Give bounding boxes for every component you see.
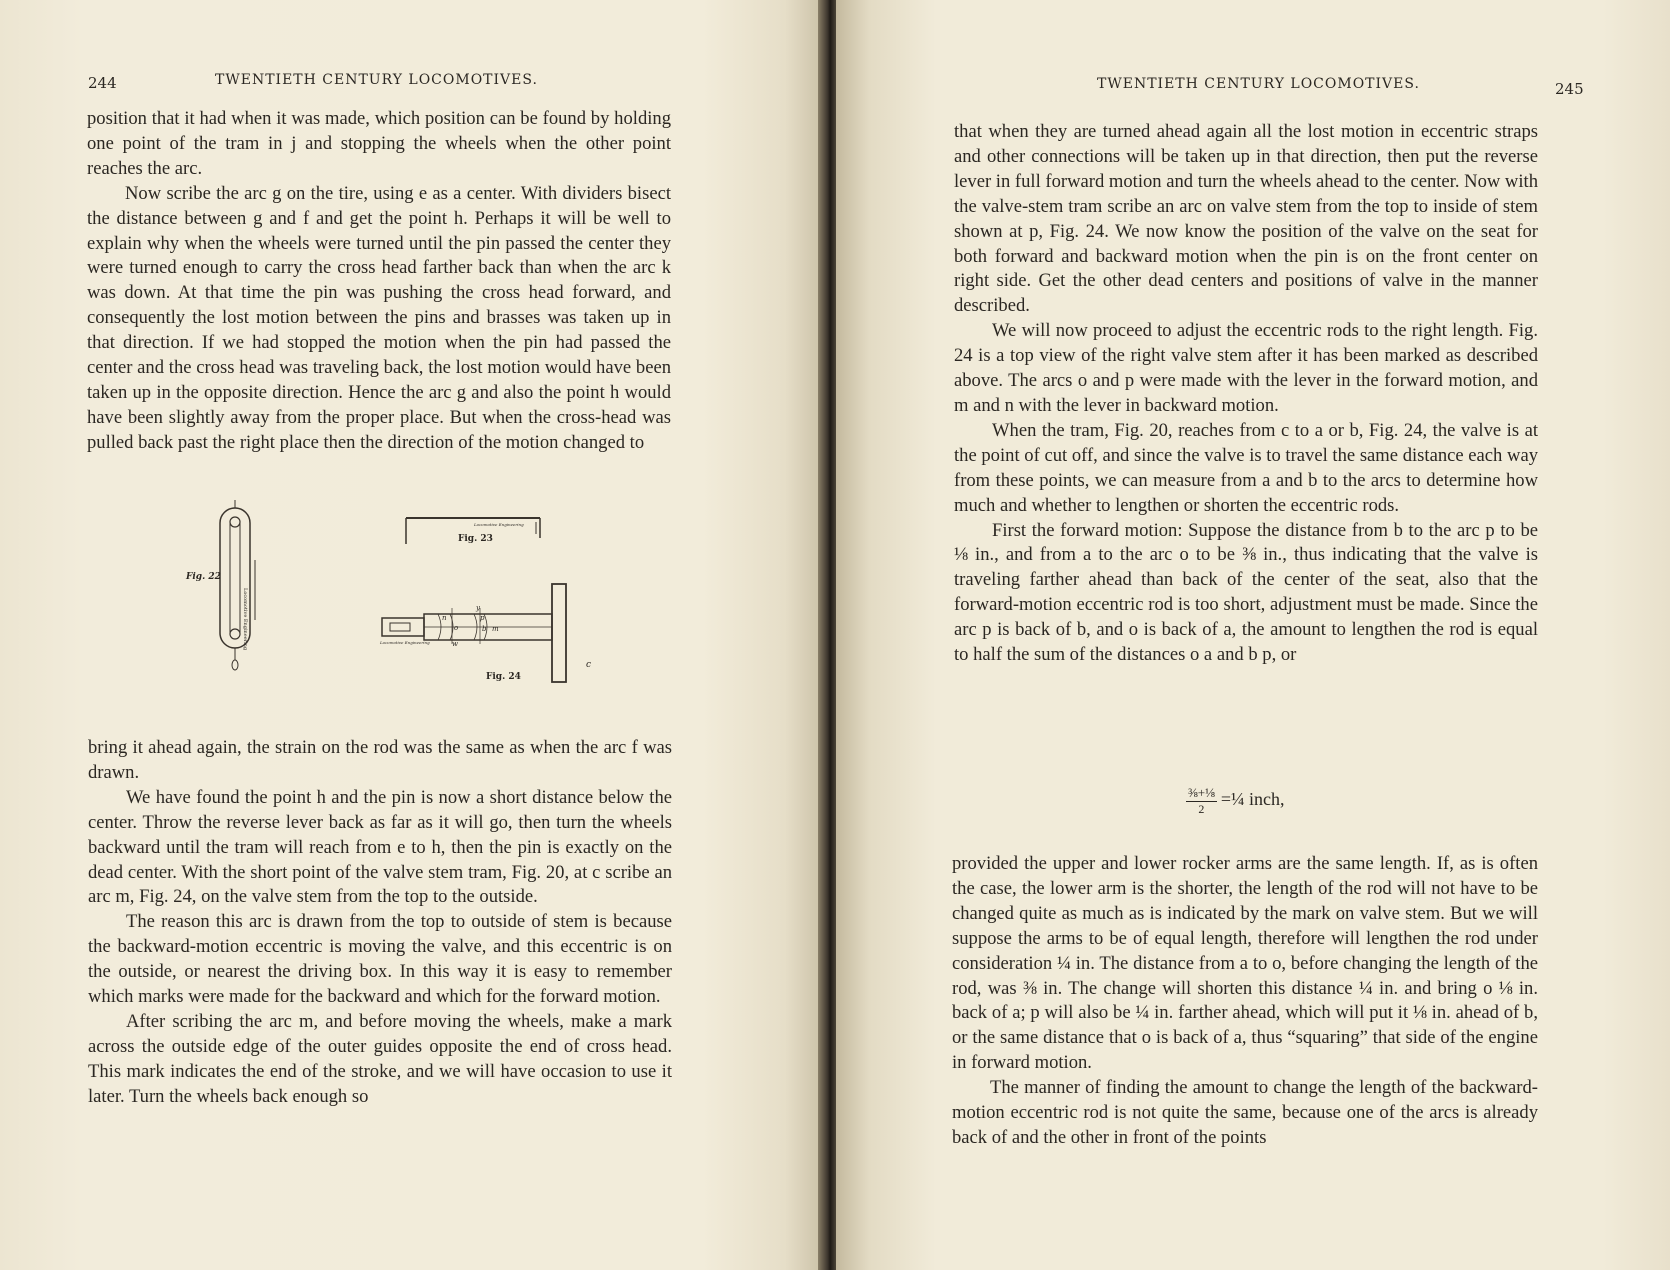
- paragraph: provided the upper and lower rocker arms are the same length. If, as is often the case, the lower arm is the shorter, the length of the rod will not have to be changed quite as much as is indicated by the mark on valve stem. But we will suppose the arms to be of equal length, therefore will lengthen the rod under consideration ¼ in. The distance from a to o, before changing the length of the rod, was ⅜ in. The change will shorten this distance ¼ in. and bring o ⅛ in. back of a; p will also be ¼ in. farther ahead, which will put it ⅛ in. ahead of b, or the same distance that o is back of a, thus “squaring” that side of the engine in forward motion.: [952, 853, 1538, 1074]
- right-page: [836, 0, 1670, 1270]
- fig24-letter-p: p: [480, 614, 485, 622]
- fig22-label: Fig. 22: [186, 572, 221, 582]
- formula-result: =¼ inch,: [1220, 789, 1285, 810]
- fraction-formula: [1186, 785, 1285, 817]
- fig24-caption: Locomotive Engineering: [380, 640, 430, 645]
- fig24-letter-n: n: [442, 614, 447, 622]
- fig24-drawing: [378, 578, 578, 688]
- right-page-number: 245: [1555, 80, 1584, 98]
- left-page-number: 244: [88, 74, 117, 92]
- left-page: [0, 0, 826, 1270]
- right-running-head: TWENTIETH CENTURY LOCOMOTIVES.: [1097, 76, 1420, 92]
- paragraph: Now scribe the arc g on the tire, using e as a center. With dividers bisect the distance between g and f and get the point h. Perhaps it will be well to explain why when the wheels were turned until the pin passed the center they were turned enough to carry the cross head farther back than when the arc k was down. At that time the pin was pushing the cross head forward, and consequently the lost motion between the pins and brasses was taken up in that direction. If we had stopped the motion when the pin had passed the center and the cross head was traveling back, the lost motion would have been taken up in the opposite direction. Hence the arc g and also the point h would have been slightly away from the proper place. But when the cross-head was pulled back past the right place then the direction of the motion changed to: [87, 182, 671, 453]
- paragraph: The manner of finding the amount to change the length of the backward-motion eccentric rod is not quite the same, because one of the arcs is already back of and the other in front of the points: [952, 1077, 1538, 1148]
- formula-denominator: 2: [1198, 802, 1205, 816]
- fig24-letter-o: o: [454, 624, 459, 632]
- paragraph: We will now proceed to adjust the eccentric rods to the right length. Fig. 24 is a top view of the right valve stem after it has been marked as described above. The arcs o and p were made with the lever in the forward motion, and m and n with the lever in backward motion.: [954, 320, 1538, 416]
- paragraph: bring it ahead again, the strain on the rod was the same as when the arc f was drawn.: [88, 737, 672, 783]
- paragraph: When the tram, Fig. 20, reaches from c to a or b, Fig. 24, the valve is at the point of cut off, and since the valve is to travel the same distance each way from these points, we can measure from a and b to the arcs to determine how much and whether to lengthen or shorten the eccentric rods.: [954, 419, 1538, 516]
- right-text-top: [954, 120, 1538, 668]
- fig24-letter-c: c: [586, 660, 592, 670]
- right-text-bottom: [952, 852, 1538, 1151]
- left-running-head: TWENTIETH CENTURY LOCOMOTIVES.: [215, 72, 538, 88]
- fig24-letter-y: y: [476, 604, 480, 612]
- formula-fraction: [1186, 785, 1217, 817]
- fig23-label: Fig. 23: [458, 534, 493, 544]
- paragraph: After scribing the arc m, and before moving the wheels, make a mark across the outside edge of the outer guides opposite the end of cross head. This mark indicates the end of the stroke, and we will have occasion to use it later. Turn the wheels back enough so: [88, 1010, 672, 1107]
- fig23-caption: Locomotive Engineering: [474, 522, 524, 527]
- left-text-top: [87, 107, 671, 456]
- paragraph: that when they are turned ahead again all the lost motion in eccentric straps and other connections will be taken up in that direction, then put the reverse lever in full forward motion and turn the wheels ahead to the center. Now with the valve-stem tram scribe an arc on valve stem from the top to inside of stem shown at p, Fig. 24. We now know the position of the valve on the seat for both forward and backward motion when the pin is on the front center on right side. Get the other dead centers and positions of valve in the manner described.: [954, 121, 1538, 317]
- paragraph: We have found the point h and the pin is now a short distance below the center. Throw the reverse lever back as far as it will go, then turn the wheels backward until the tram will reach from e to h, then the pin is exactly on the dead center. With the short point of the valve stem tram, Fig. 20, at c scribe an arc m, Fig. 24, on the valve stem from the top to the outside.: [88, 786, 672, 908]
- formula-numerator: ⅜+⅛: [1188, 785, 1215, 800]
- paragraph: First the forward motion: Suppose the distance from b to the arc p to be ⅛ in., and from a to the arc o to be ⅜ in., thus indicating that the valve is traveling farther ahead than back of the center of the seat, also that the forward-motion eccentric rod is too short, adjustment must be made. Since the arc p is back of b, and o is back of a, the amount to lengthen the rod is equal to half the sum of the distances o a and b p, or: [954, 519, 1538, 666]
- fig24-letter-w: w: [452, 640, 458, 648]
- fig24-letter-m: m: [492, 625, 499, 633]
- fig24-label: Fig. 24: [486, 672, 521, 682]
- paragraph: The reason this arc is drawn from the top to outside of stem is because the backward-motion eccentric is moving the valve, and this eccentric is on the outside, or nearest the driving box. In this way it is easy to remember which marks were made for the backward and which for the forward motion.: [88, 911, 672, 1008]
- paragraph: position that it had when it was made, which position can be found by holding one point of the tram in j and stopping the wheels when the other point reaches the arc.: [87, 108, 671, 179]
- fig24-letter-b: b: [482, 625, 487, 633]
- left-text-bottom: [88, 736, 672, 1110]
- fig22-caption: Locomotive Engineering: [242, 588, 248, 651]
- fig22-drawing: [180, 500, 290, 680]
